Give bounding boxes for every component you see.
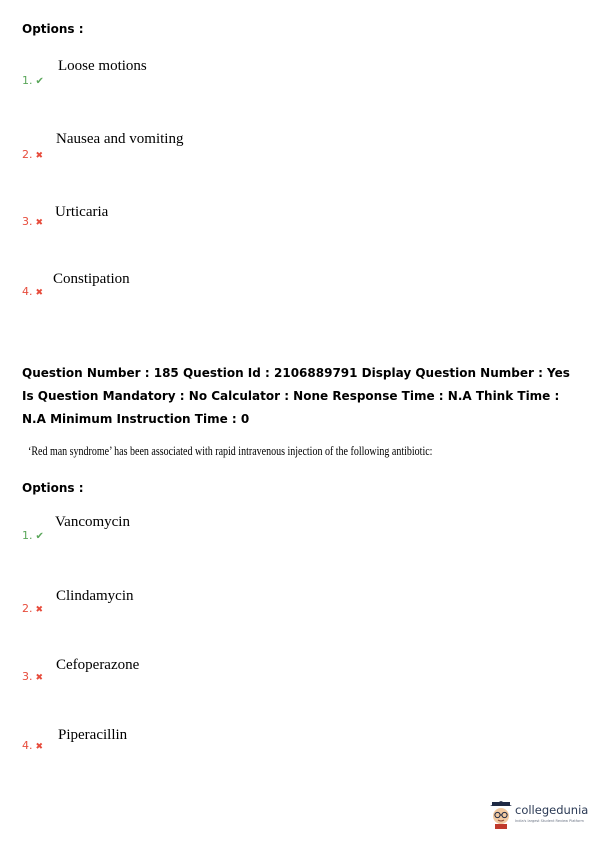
option-number: 3. ✖ [22,215,44,228]
option-number: 4. ✖ [22,285,44,298]
check-icon: ✔ [35,531,44,542]
cross-icon: ✖ [35,151,44,161]
options-label: Options : [22,22,84,36]
option-number: 2. ✖ [22,148,44,161]
logo-tagline: India's largest Student Review Platform [515,819,584,823]
option-text: Constipation [53,271,130,287]
mascot-icon [488,800,514,830]
option-number: 4. ✖ [22,739,44,752]
option-number: 2. ✖ [22,602,44,615]
option-text: Piperacillin [58,727,128,743]
cross-icon: ✖ [35,673,44,683]
option-text: Cefoperazone [56,657,140,673]
option-number: 1. ✔ [22,74,44,87]
cross-icon: ✖ [35,218,44,228]
logo-name: collegedunia [515,803,589,817]
cross-icon: ✖ [35,288,44,298]
option-text: Loose motions [58,58,147,74]
option-text: Urticaria [55,204,109,220]
collegedunia-logo [488,800,588,832]
options-label: Options : [22,481,84,495]
option-number: 3. ✖ [22,670,44,683]
option-text: Vancomycin [55,514,130,530]
option-text: Clindamycin [56,588,134,604]
option-text: Nausea and vomiting [56,131,184,147]
question-text: ‘Red man syndrome’ has been associated with rapid intravenous injection of the following antibiotic: [28,444,433,458]
cross-icon: ✖ [35,742,44,752]
question-meta: Question Number : 185 Question Id : 2106889791 Display Question Number : Yes Is Question Mandatory : No Calculator : None Response Time : N.A Think Time : N.A Minimum Instruction Time : 0 [22,366,570,426]
check-icon: ✔ [35,76,44,87]
option-number: 1. ✔ [22,529,44,542]
cross-icon: ✖ [35,605,44,615]
